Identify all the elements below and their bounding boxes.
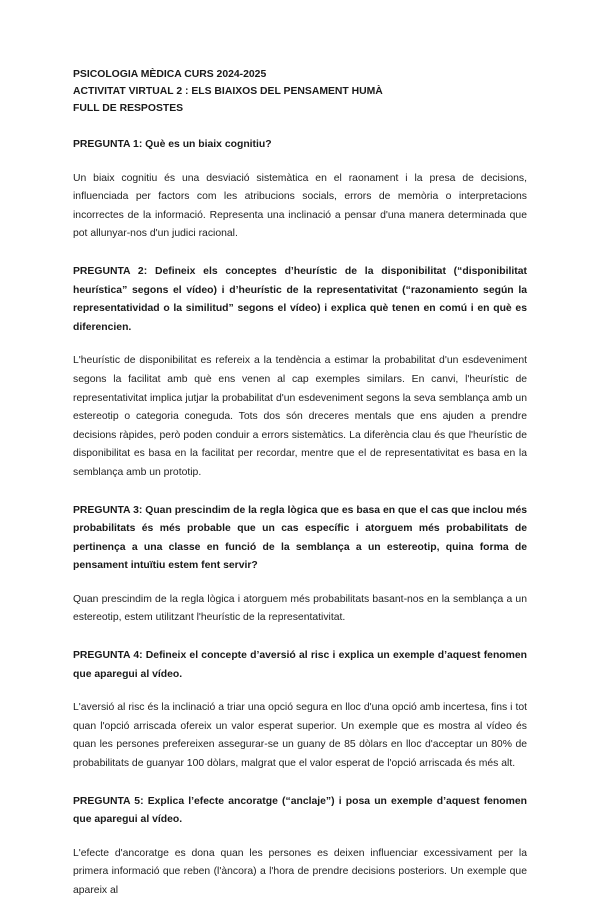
answer-3: Quan prescindim de la regla lògica i atorguem més probabilitats basant-nos en la semblança a un estereotip, estem utilitzant l'heurístic de la representativitat. — [73, 593, 527, 624]
answer-2: L'heurístic de disponibilitat es refereix a la tendència a estimar la probabilitat d'un esdeveniment segons la facilitat amb què ens venen al cap exemples similars. En canvi, l'heurístic de representativitat implica jutjar la probabilitat d'un esdeveniment segons la seva semblança amb un estereotip o categoria coneguda. Tots dos són dreceres mentals que ens ajuden a prendre decisions ràpides, però poden conduir a errors sistemàtics. La diferència clau és que l'heurístic de disponibilitat es basa en la facilitat per recordar, mentre que el de representativitat es basa en la semblança amb un prototip. — [73, 355, 527, 478]
answer-4: L'aversió al risc és la inclinació a triar una opció segura en lloc d'una opció amb incertesa, fins i tot quan l'opció arriscada ofereix un valor esperat superior. Un exemple que es mostra al vídeo és quan les persones prefereixen assegurar-se un guany de 85 dòlars en lloc d'acceptar un 80% de probabilitats de guanyar 100 dòlars, malgrat que el valor esperat de l'opció arriscada és més alt. — [73, 702, 527, 770]
qa-block-5 — [73, 793, 527, 901]
answer-5: L'efecte d'ancoratge es dona quan les persones es deixen influenciar excessivament per la primera informació que reben (l'àncora) a l'hora de prendre decisions posteriors. Un exemple que apareix al — [73, 847, 527, 896]
sheet-title: FULL DE RESPOSTES — [73, 103, 184, 114]
document-header — [73, 66, 527, 117]
course-title: PSICOLOGIA MÈDICA CURS 2024-2025 — [73, 69, 267, 80]
qa-block-2 — [73, 263, 527, 483]
question-2: PREGUNTA 2: Defineix els conceptes d’heurístic de la disponibilitat (“disponibilitat heurística” segons el vídeo) i d’heurístic de la representativitat (“razonamiento según la representatividad o la similitud” segons el vídeo) i explica què tenen en comú i en què es diferencien. — [73, 265, 527, 333]
qa-block-4 — [73, 647, 527, 774]
question-4: PREGUNTA 4: Defineix el concepte d’aversió al risc i explica un exemple d’aquest fenomen que aparegui al vídeo. — [73, 650, 527, 680]
question-3: PREGUNTA 3: Quan prescindim de la regla lògica que es basa en que el cas que inclou més probabilitats és més probable que un cas específic i atorguem més probabilitats de pertinença a una classe en funció de la semblança a un estereotip, quina forma de pensament intuïtiu estem fent servir? — [73, 504, 527, 572]
qa-block-1 — [73, 136, 527, 244]
qa-block-3 — [73, 502, 527, 629]
question-1: PREGUNTA 1: Què es un biaix cognitiu? — [73, 139, 272, 150]
answer-1: Un biaix cognitiu és una desviació sistemàtica en el raonament i la presa de decisions, influenciada per factors com les atribucions socials, errors de memòria o interpretacions incorrectes de la informació. Representa una inclinació a pensar d'una manera determinada que pot allunyar-nos d'un judici racional. — [73, 172, 527, 240]
activity-title: ACTIVITAT VIRTUAL 2 : ELS BIAIXOS DEL PENSAMENT HUMÀ — [73, 86, 383, 97]
question-5: PREGUNTA 5: Explica l’efecte ancoratge (“anclaje”) i posa un exemple d’aquest fenomen que aparegui al vídeo. — [73, 795, 527, 826]
